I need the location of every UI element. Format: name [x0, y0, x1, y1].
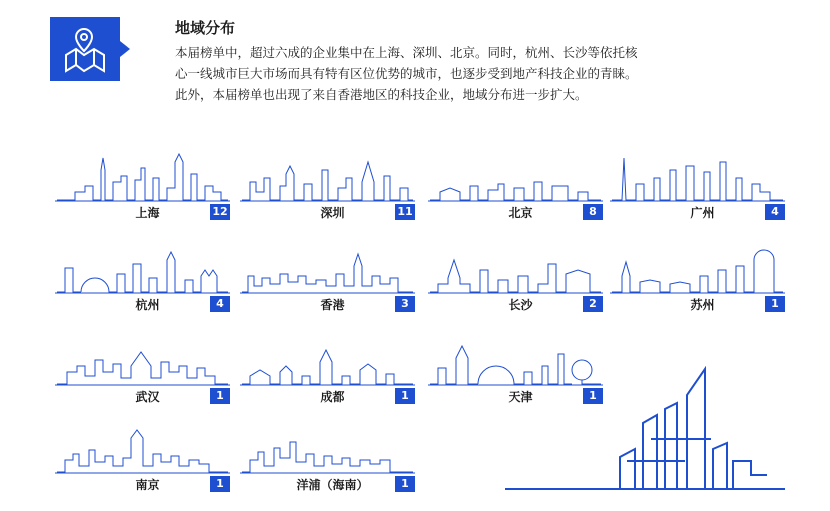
city-count-badge: 1 — [210, 388, 230, 404]
city-count-badge: 2 — [583, 296, 603, 312]
hongkong-skyline-icon — [240, 240, 415, 300]
suzhou-skyline-icon — [610, 240, 785, 300]
city-name: 香港 — [320, 298, 345, 312]
city-card-hangzhou — [55, 240, 230, 310]
city-name: 杭州 — [135, 298, 160, 312]
city-card-changsha — [428, 240, 603, 310]
city-card-shenzhen — [240, 148, 415, 218]
city-count-badge: 4 — [210, 296, 230, 312]
city-card-hongkong — [240, 240, 415, 310]
city-card-guangzhou — [610, 148, 785, 218]
description — [175, 42, 805, 105]
city-count-badge: 1 — [210, 476, 230, 492]
guangzhou-skyline-icon — [610, 148, 785, 208]
city-count-badge: 12 — [210, 204, 230, 220]
city-card-wuhan — [55, 332, 230, 402]
city-name: 天津 — [508, 390, 533, 404]
description-line: 心一线城市巨大市场而具有特有区位优势的城市，也逐步受到地产科技企业的青睐。 — [175, 66, 638, 81]
city-count-badge: 3 — [395, 296, 415, 312]
city-count-badge: 11 — [395, 204, 415, 220]
city-name: 武汉 — [135, 390, 160, 404]
hangzhou-skyline-icon — [55, 240, 230, 300]
city-count-badge: 1 — [395, 476, 415, 492]
description-line: 此外，本届榜单也出现了来自香港地区的科技企业，地域分布进一步扩大。 — [175, 87, 588, 102]
city-name: 成都 — [320, 390, 345, 404]
city-count-badge: 1 — [395, 388, 415, 404]
city-card-chengdu — [240, 332, 415, 402]
decorative-buildings-icon — [505, 365, 785, 493]
city-count-badge: 4 — [765, 204, 785, 220]
nanjing-skyline-icon — [55, 420, 230, 480]
yangpu-skyline-icon — [240, 420, 415, 480]
city-name: 深圳 — [320, 206, 345, 220]
shanghai-skyline-icon — [55, 148, 230, 208]
city-card-nanjing — [55, 420, 230, 490]
city-name: 苏州 — [690, 298, 715, 312]
city-card-yangpu — [240, 420, 415, 490]
city-name: 北京 — [508, 206, 533, 220]
city-card-shanghai — [55, 148, 230, 218]
city-map-location-icon — [50, 17, 130, 81]
description-line: 本届榜单中，超过六成的企业集中在上海、深圳、北京。同时，杭州、长沙等依托核 — [175, 45, 638, 60]
wuhan-skyline-icon — [55, 332, 230, 392]
city-card-beijing — [428, 148, 603, 218]
beijing-skyline-icon — [428, 148, 603, 208]
chengdu-skyline-icon — [240, 332, 415, 392]
section-title: 地域分布 — [175, 19, 236, 37]
city-name: 南京 — [135, 478, 160, 492]
city-name: 长沙 — [508, 298, 533, 312]
city-card-suzhou — [610, 240, 785, 310]
city-name: 洋浦（海南） — [296, 478, 369, 492]
city-count-badge: 8 — [583, 204, 603, 220]
city-name: 上海 — [135, 206, 160, 220]
city-name: 广州 — [690, 206, 715, 220]
city-count-badge: 1 — [583, 388, 603, 404]
changsha-skyline-icon — [428, 240, 603, 300]
city-count-badge: 1 — [765, 296, 785, 312]
shenzhen-skyline-icon — [240, 148, 415, 208]
